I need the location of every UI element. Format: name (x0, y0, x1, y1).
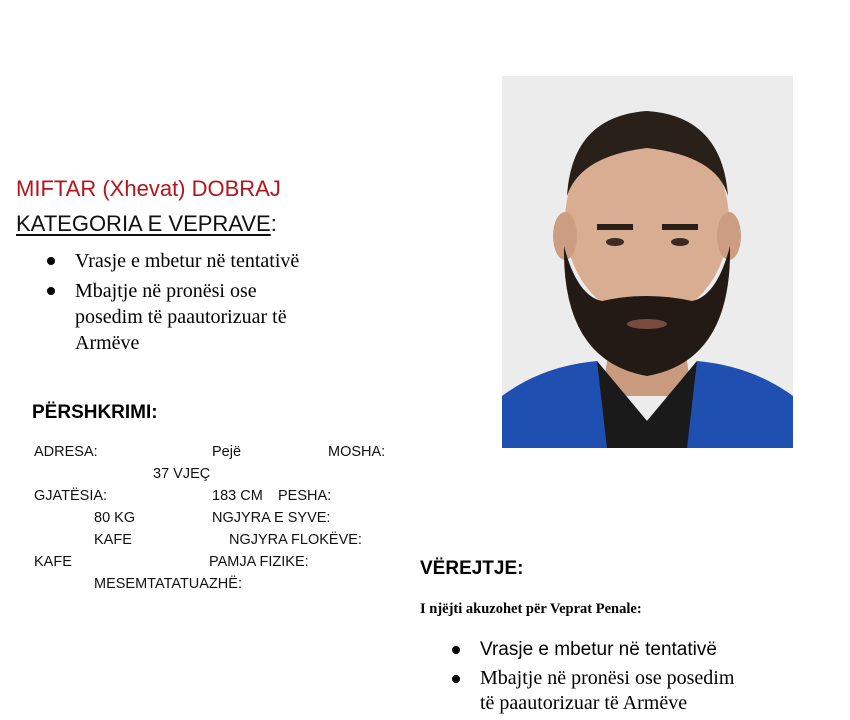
pesha-value: 80 KG (94, 510, 136, 526)
person-photo (502, 76, 793, 448)
remarks-list (450, 637, 840, 720)
remark-line: Mbajtje në pronësi ose posedim (480, 667, 735, 689)
list-item (450, 637, 840, 662)
category-heading (16, 211, 277, 237)
bullet-icon (452, 646, 460, 654)
adresa-value: Pejë (212, 444, 242, 460)
person-name: MIFTAR (Xhevat) DOBRAJ (16, 176, 281, 201)
pamja-value: MESEMTA (94, 576, 164, 592)
category-colon: : (270, 211, 277, 236)
gjatesia-label: GJATËSIA: (34, 488, 108, 504)
description-heading: PËRSHKRIMI: (32, 402, 158, 423)
bullet-icon (47, 287, 55, 295)
syte-value: KAFE (94, 532, 132, 548)
tatuazhe-label: TATUAZHË: (163, 576, 242, 592)
pesha-label: PESHA: (278, 488, 332, 504)
remarks-subtitle: I njëjti akuzohet për Veprat Penale: (420, 601, 642, 617)
bullet-icon (452, 675, 460, 683)
remarks-heading: VËREJTJE: (420, 558, 524, 579)
mosha-value: 37 VJEÇ (153, 466, 211, 482)
remark-line: të paautorizuar të Armëve (480, 692, 688, 714)
offense-text: Vrasje e mbetur në tentativë (75, 250, 300, 272)
bullet-icon (47, 257, 55, 265)
offense-line: posedim të paautorizuar të (75, 306, 287, 328)
list-item (450, 666, 840, 716)
remark-text: Vrasje e mbetur në tentativë (480, 639, 717, 660)
category-title: KATEGORIA E VEPRAVE (16, 211, 271, 236)
floket-label: NGJYRA FLOKËVE: (229, 532, 362, 548)
list-item (45, 278, 385, 356)
syte-label: NGJYRA E SYVE: (212, 510, 331, 526)
floket-value: KAFE (34, 554, 72, 570)
offense-line: Armëve (75, 332, 140, 354)
adresa-label: ADRESA: (34, 444, 98, 460)
mosha-label: MOSHA: (328, 444, 386, 460)
tatuazhe-row (94, 576, 242, 592)
list-item (45, 248, 385, 274)
pamja-label: PAMJA FIZIKE: (209, 554, 309, 570)
offense-line: Mbajtje në pronësi ose (75, 280, 257, 302)
gjatesia-value: 183 CM (212, 488, 263, 504)
offense-list (45, 248, 385, 360)
